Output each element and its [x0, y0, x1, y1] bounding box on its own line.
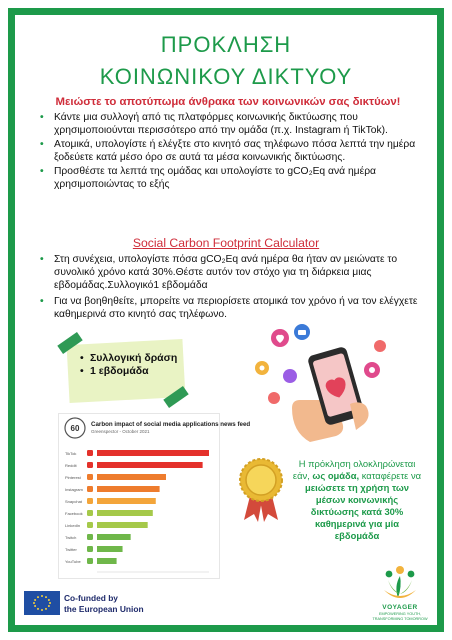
calculator-link[interactable]: Social Carbon Footprint Calculator: [132, 236, 320, 250]
chart-bar: [97, 522, 148, 528]
app-logo-icon: [87, 474, 93, 480]
chart-bar: [97, 558, 117, 564]
note-item: • 1 εβδομάδα: [80, 365, 180, 378]
voyager-tagline: EMPOWERING YOUTH, TRANSFORMING TOMORROW: [372, 612, 428, 621]
eu-flag-icon: [24, 591, 60, 615]
carbon-chart: [58, 413, 251, 579]
chart-category-label: Twitch: [65, 535, 77, 540]
voyager-name: VOYAGER: [382, 604, 418, 611]
heart-icon-2: [374, 340, 386, 352]
gold-medal-icon: [236, 456, 286, 522]
share-icon: [283, 369, 297, 383]
chart-category-label: YouTube: [65, 559, 81, 564]
subtitle: Μειώστε το αποτύπωμα άνθρακα των κοινωνικών σας δικτύων!: [55, 96, 401, 108]
app-logo-icon: [87, 522, 93, 528]
chart-bar: [97, 486, 160, 492]
app-logo-icon: [87, 450, 93, 456]
app-logo-icon: [87, 510, 93, 516]
chart-category-label: Facebook: [65, 511, 83, 516]
eu-cofunded-text: [64, 593, 144, 615]
chart-title: Carbon impact of social media applications news feed: [91, 421, 251, 428]
followup-item: • Στη συνέχεια, υπολογίστε πόσα gCO₂Eq ανά ημέρα θα ήταν αν μειώνατε το συνολικό χρόνο κατά 30%.Θέστε αυτόν τον στόχο για τη διάρκεια μιας εβδομάδας.Συλλογικό1 εβδομάδα: [40, 253, 436, 292]
chart-svg: [59, 414, 251, 580]
chart-category-label: TikTok: [65, 451, 77, 456]
app-logo-icon: [87, 498, 93, 504]
chart-bar: [97, 546, 123, 552]
chart-bar: [97, 450, 209, 456]
chart-category-label: LinkedIn: [65, 523, 81, 528]
chart-category-label: Twitter: [65, 547, 77, 552]
app-logo-icon: [87, 486, 93, 492]
chart-category-label: Reddit: [65, 463, 77, 468]
chart-category-label: Pinterest: [65, 475, 81, 480]
chart-badge-text: 60: [70, 424, 80, 433]
title-line1: ΠΡΟΚΛΗΣΗ: [160, 32, 292, 57]
followup-item: • Για να βοηθηθείτε, μπορείτε να περιορίσετε ατομικά τον χρόνο ή να τον ελέγχετε καθημερινά στο κινητό σας τηλέφωνο.: [40, 295, 436, 321]
chart-category-label: Snapchat: [65, 499, 82, 504]
app-logo-icon: [87, 534, 93, 540]
app-logo-icon: [87, 558, 93, 564]
eu-line2: the European Union: [64, 604, 144, 614]
eu-line1: Co-funded by: [64, 593, 118, 603]
instruction-list: [40, 111, 436, 193]
chart-bar: [97, 498, 156, 504]
app-logo-icon: [87, 462, 93, 468]
result-line1: Η πρόκληση ολοκληρώνεται εάν,: [292, 458, 416, 481]
chart-bar: [97, 534, 131, 540]
chart-bar: [97, 462, 203, 468]
result-bold1: ως ομάδα,: [312, 470, 360, 481]
instruction-item: • Κάντε μια συλλογή από τις πλατφόρμες κοινωνικής δικτύωσης που χρησιμοποιούνται περισσότερο από την ομάδα (π.χ. Instagram ή TikTok).: [40, 111, 436, 137]
chart-bar: [97, 510, 153, 516]
result-line2: καταφέρετε να: [361, 470, 422, 481]
chart-bar: [97, 474, 166, 480]
heart-icon: [268, 392, 280, 404]
chart-category-label: Instagram: [65, 487, 83, 492]
phone-illustration: [250, 320, 400, 450]
note-list: [80, 352, 180, 378]
app-logo-icon: [87, 546, 93, 552]
instruction-item: • Ατομικά, υπολογίστε ή ελέγξτε στο κινητό σας τηλέφωνο πόσα λεπτά την ημέρα ξοδεύετε κατά μέσο όρο σε αυτά τα μέσα κοινωνικής δικτύωσης.: [40, 138, 436, 164]
completion-condition: [292, 458, 422, 542]
instruction-item: • Προσθέστε τα λεπτά της ομάδας και υπολογίστε το gCO₂Eq ανά ημέρα χρησιμοποιώντας το εξής: [40, 165, 436, 191]
title-line2: ΚΟΙΝΩΝΙΚΟΥ ΔΙΚΤΥΟΥ: [99, 64, 353, 89]
note-item: • Συλλογική δράση: [80, 352, 180, 365]
result-bold2: μειώσετε τη χρήση των μέσων κοινωνικής δικτύωσης κατά 30% καθημερινά για μία εβδομάδα: [304, 482, 410, 541]
chart-subtitle: Greenspector - October 2021: [91, 429, 150, 434]
followup-list: [40, 253, 436, 324]
